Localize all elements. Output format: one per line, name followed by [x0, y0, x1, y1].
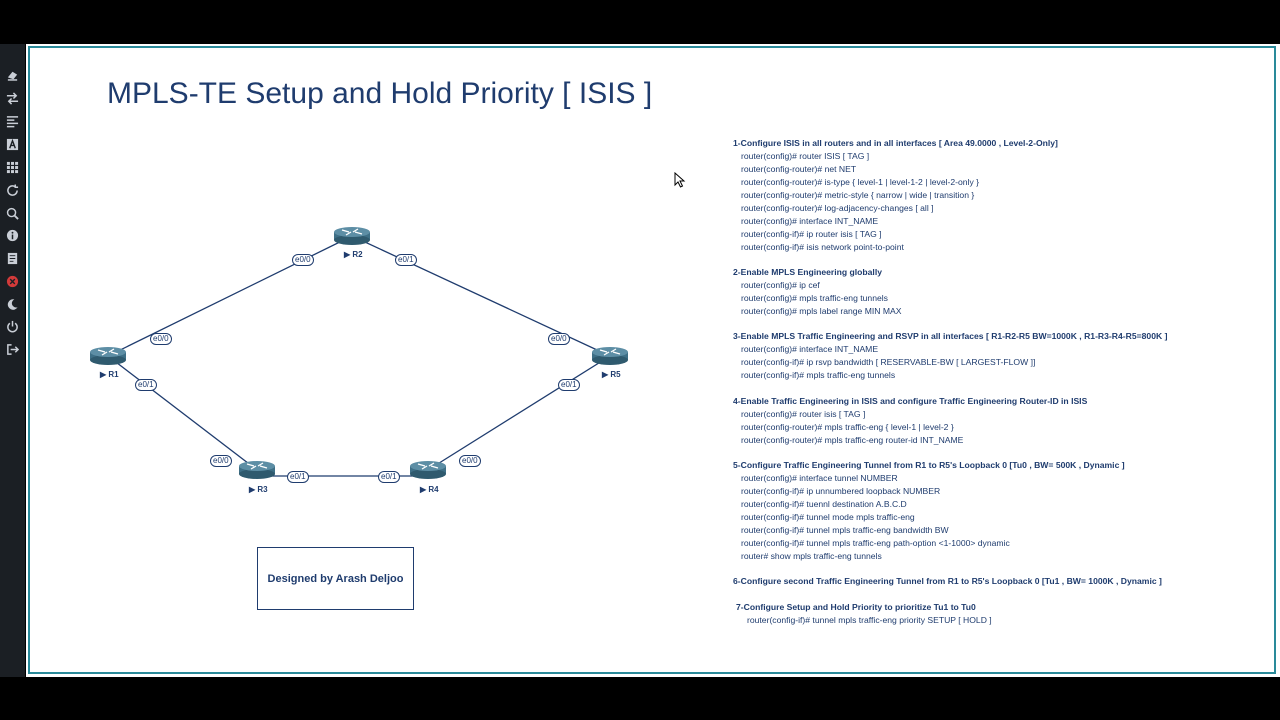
port-label-r4: e0/1	[378, 471, 400, 483]
command-line: router(config)# router ISIS [ TAG ]	[741, 151, 870, 161]
router-label-r3: ▶ R3	[249, 485, 268, 494]
command-line: router(config-if)# tunnel mode mpls traffic-eng	[741, 512, 915, 523]
command-line: router(config-router)# metric-style { narrow | wide | transition }	[741, 189, 975, 200]
command-line: router(config-router)# mpls traffic-eng { level-1 | level-2 }	[741, 421, 954, 432]
command-line: router(config-if)# tunnel mpls traffic-eng path-option <1-1000> dynamic	[741, 537, 1010, 548]
config-step	[733, 395, 1253, 447]
command-line: router(config)# mpls label range MIN MAX	[741, 306, 902, 317]
port-label-r2: e0/0	[292, 254, 314, 266]
router-r3-icon[interactable]	[239, 461, 275, 479]
config-step	[733, 137, 1253, 254]
command-line: router(config-router)# is-type { level-1 | level-1-2 | level-2-only }	[741, 176, 980, 187]
command-line: router(config-if)# tuennl destination A.B.C.D	[741, 499, 907, 510]
port-label-r3: e0/1	[287, 471, 309, 483]
step-title: 5-Configure Traffic Engineering Tunnel from R1 to R5's Loopback 0 [Tu0 , BW= 500K , Dynamic ]	[733, 460, 1125, 471]
routers-layer	[90, 227, 628, 479]
command-line: router(config-router)# net NET	[741, 163, 857, 174]
router-r5-icon[interactable]	[592, 347, 628, 365]
link-r1-r3	[108, 356, 257, 470]
command-line: router(config)# interface INT_NAME	[741, 344, 879, 355]
command-line: router(config-if)# isis network point-to-point	[741, 241, 904, 252]
mouse-cursor-icon	[674, 172, 686, 188]
router-r1-icon[interactable]	[90, 347, 126, 365]
command-line: router(config-router)# mpls traffic-eng router-id INT_NAME	[741, 434, 964, 445]
router-label-r4: ▶ R4	[420, 485, 439, 494]
step-title: 1-Configure ISIS in all routers and in all interfaces [ Area 49.0000 , Level-2-Only]	[733, 138, 1058, 148]
credit-text: Designed by Arash Deljoo	[267, 572, 404, 585]
step-title: 6-Configure second Traffic Engineering Tunnel from R1 to R5's Loopback 0 [Tu1 , BW= 1000K , Dynamic ]	[733, 576, 1162, 587]
config-step	[733, 266, 1253, 318]
port-label-r1: e0/0	[150, 333, 172, 345]
command-line: router(config)# router isis [ TAG ]	[741, 408, 866, 419]
config-steps	[733, 137, 1253, 639]
step-title: 4-Enable Traffic Engineering in ISIS and configure Traffic Engineering Router-ID in ISIS	[733, 395, 1088, 406]
credit-box	[257, 547, 414, 610]
command-line: router(config)# interface tunnel NUMBER	[741, 473, 898, 484]
port-label-r1: e0/1	[135, 379, 157, 391]
command-line: router(config-if)# tunnel mpls traffic-eng priority SETUP [ HOLD ]	[747, 614, 992, 625]
port-label-r3: e0/0	[210, 455, 232, 467]
command-line: router(config)# mpls traffic-eng tunnels	[741, 293, 888, 304]
command-line: router(config-router)# log-adjacency-changes [ all ]	[741, 202, 934, 213]
command-line: router# show mpls traffic-eng tunnels	[741, 550, 882, 561]
command-line: router(config)# interface INT_NAME	[741, 215, 879, 226]
router-label-r5: ▶ R5	[602, 370, 621, 379]
config-step	[733, 575, 1253, 588]
link-r2-r5	[352, 236, 610, 356]
link-r4-r5	[428, 356, 610, 470]
port-label-r5: e0/1	[558, 379, 580, 391]
step-title: 7-Configure Setup and Hold Priority to prioritize Tu1 to Tu0	[736, 601, 976, 612]
link-r1-r2	[108, 236, 352, 356]
config-step	[733, 330, 1253, 382]
step-title: 3-Enable MPLS Traffic Engineering and RSVP in all interfaces [ R1-R2-R5 BW=1000K , R1-R3-R4-R5=800K ]	[733, 331, 1168, 342]
port-label-r2: e0/1	[395, 254, 417, 266]
page-title: MPLS-TE Setup and Hold Priority [ ISIS ]	[107, 77, 653, 110]
command-line: router(config-if)# mpls traffic-eng tunnels	[741, 370, 896, 381]
router-label-r2: ▶ R2	[344, 250, 363, 259]
router-r4-icon[interactable]	[410, 461, 446, 479]
command-line: router(config)# ip cef	[741, 280, 820, 291]
router-label-r1: ▶ R1	[100, 370, 119, 379]
config-step	[733, 459, 1253, 563]
port-label-r5: e0/0	[548, 333, 570, 345]
command-line: router(config-if)# tunnel mpls traffic-eng bandwidth BW	[741, 525, 949, 536]
command-line: router(config-if)# ip router isis [ TAG ]	[741, 228, 882, 239]
step-title: 2-Enable MPLS Engineering globally	[733, 267, 882, 278]
router-r2-icon[interactable]	[334, 227, 370, 245]
port-label-r4: e0/0	[459, 455, 481, 467]
config-step	[733, 601, 1253, 627]
command-line: router(config-if)# ip unnumbered loopback NUMBER	[741, 486, 941, 497]
command-line: router(config-if)# ip rsvp bandwidth [ RESERVABLE-BW [ LARGEST-FLOW ]]	[741, 357, 1036, 368]
